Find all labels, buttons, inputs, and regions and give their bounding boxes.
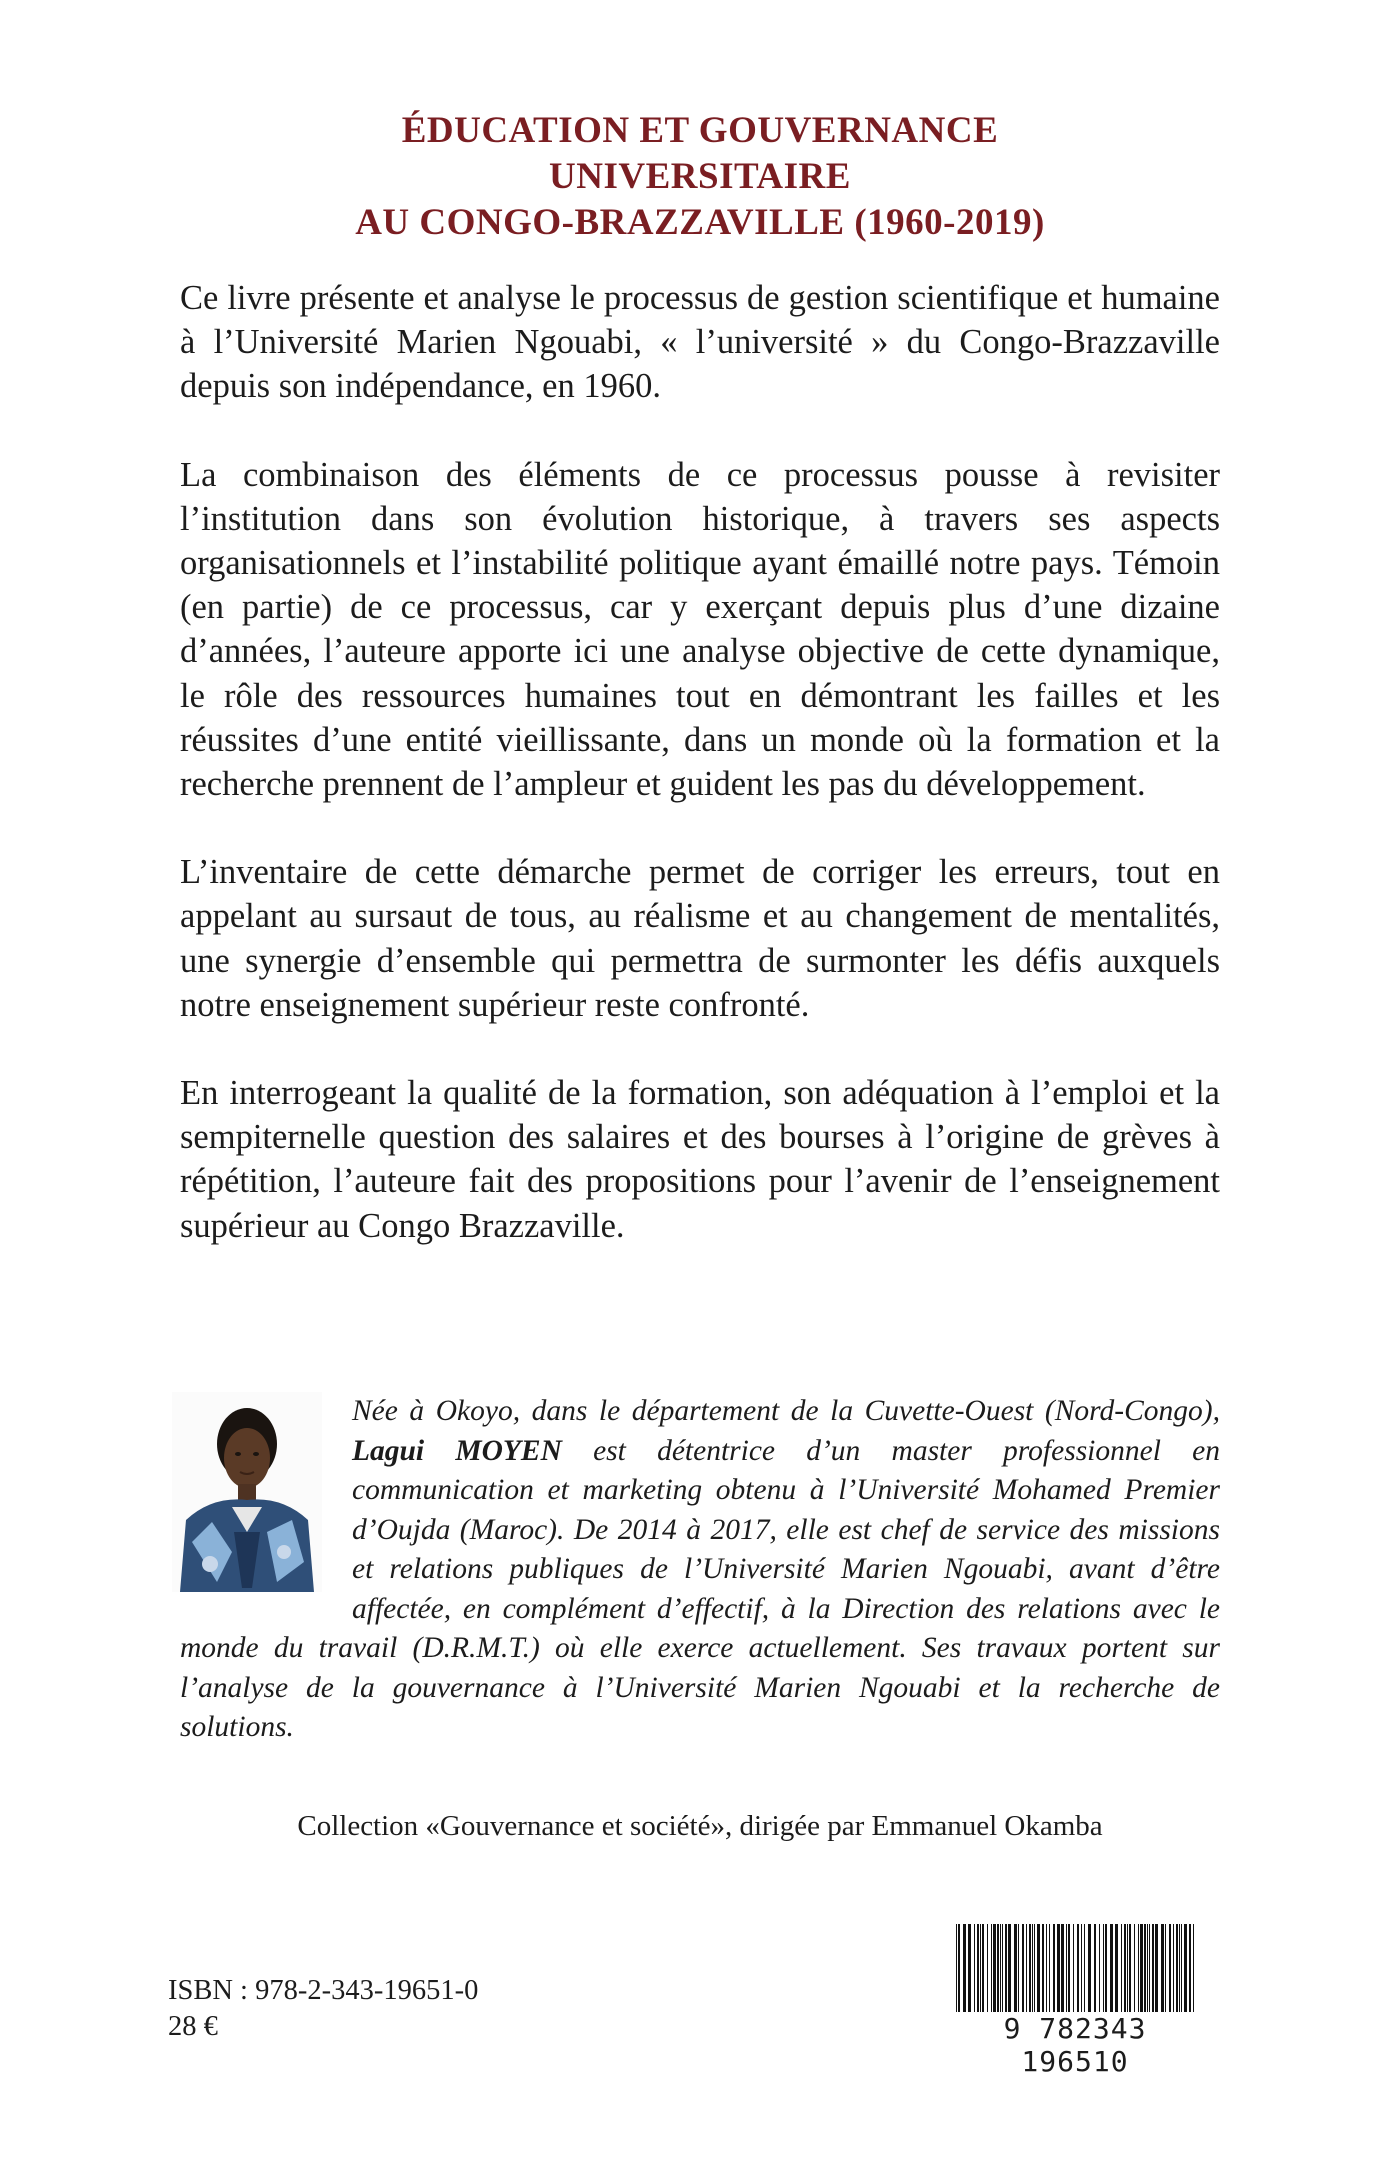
author-name: Lagui MOYEN [352,1434,562,1467]
barcode-bar [993,1924,996,2012]
barcode-bar [1110,1924,1113,2012]
barcode-bar [987,1924,988,2012]
barcode-bar [1169,1924,1171,2012]
barcode-digits: 9 782343 196510 [950,2012,1200,2072]
barcode-bar [1061,1924,1064,2012]
barcode-bar [1002,1924,1003,2012]
barcode-bar [974,1924,975,2012]
barcode-bar [1155,1924,1158,2012]
barcode-bar [1049,1924,1050,2012]
title-line-3: AU CONGO-BRAZZAVILLE (1960-2019) [355,202,1045,243]
barcode-bar [1066,1924,1067,2012]
barcode-bar [1084,1924,1085,2012]
barcode-bar [1181,1924,1182,2012]
summary-paragraph-4: En interrogeant la qualité de la formation, son adéquation à l’emploi et la sempiternelle question des salaires et des bourses à l’origine de grèves à répétition, l’auteure fait des propositions pour l’avenir de l’enseignement supérieur au Congo Brazzaville. [180,1074,1220,1245]
barcode-bar [1022,1924,1024,2012]
barcode-bar [1144,1924,1146,2012]
collection-note: Collection «Gouvernance et société», dirigée par Emmanuel Okamba [297,1810,1103,1842]
barcode-bar [1149,1924,1150,2012]
barcode-bar [1088,1924,1091,2012]
summary-paragraph-1: Ce livre présente et analyse le processus de gestion scientifique et humaine à l’Université Marien Ngouabi, « l’université » du Congo-Brazzaville depuis son indépendance, en 1960. [180,279,1220,406]
barcode-bar [1053,1924,1055,2012]
barcode-bar [1115,1924,1118,2012]
barcode-bar [1094,1924,1096,2012]
barcode-bar [1134,1924,1135,2012]
barcode-bar [1179,1924,1180,2012]
barcode-bar [1176,1924,1178,2012]
author-portrait-image [172,1392,322,1592]
barcode-bar [968,1924,971,2012]
title-line-1: ÉDUCATION ET GOUVERNANCE [401,110,999,151]
barcode-bar [1129,1924,1131,2012]
barcode-bar [1161,1924,1164,2012]
barcode-bar [1057,1924,1060,2012]
summary-paragraph-2: La combinaison des éléments de ce processus pousse à revisiter l’institution dans son évolution historique, à travers ses aspects organisationnels et l’instabilité politique ayant émaillé notre pays. Témoin (en partie) de ce processus, car y exerçant depuis plus d’une dizaine d’années, l’auteure apporte ici une analyse objective de cette dynamique, le rôle des ressources humaines tout en démontrant les failles et les réussites d’une entité vieillissante, dans un monde où la formation et la recherche prennent de l’ampleur et guident les pas du développement. [180,455,1220,804]
barcode-bar [1026,1924,1027,2012]
barcode-bar [1105,1924,1107,2012]
barcode-bar [1184,1924,1187,2012]
barcode-bar [977,1924,979,2012]
barcode-bar [1081,1924,1082,2012]
barcode-bar [1152,1924,1154,2012]
barcode-bar [1008,1924,1011,2012]
barcode-bar [1140,1924,1143,2012]
barcode-bar [982,1924,984,2012]
barcode-bar [1121,1924,1122,2012]
price: 28 € [168,2011,218,2042]
barcode-bar [991,1924,992,2012]
barcode-bar [1173,1924,1174,2012]
barcode-bar [1029,1924,1031,2012]
barcode-bar [1032,1924,1033,2012]
barcode-bar [997,1924,999,2012]
barcode-bar [1046,1924,1047,2012]
barcode-bar [1103,1924,1104,2012]
barcode-bar [1042,1924,1044,2012]
barcode-bar [1037,1924,1040,2012]
title-line-2: UNIVERSITAIRE [549,156,851,197]
barcode-bar [1000,1924,1001,2012]
barcode-bar [980,1924,981,2012]
book-summary [180,276,1220,1292]
book-title [180,108,1220,246]
barcode-bar [1165,1924,1166,2012]
barcode-bar [1099,1924,1100,2012]
author-bio [180,1392,1220,1748]
barcode-bar [1034,1924,1035,2012]
barcode-bar [1018,1924,1019,2012]
barcode-bar [1014,1924,1017,2012]
barcode-bar [1124,1924,1126,2012]
barcode-bar [1127,1924,1128,2012]
barcode-bar [1147,1924,1148,2012]
barcode-bar [1138,1924,1139,2012]
author-photo [172,1392,322,1592]
author-bio-details: est détentrice d’un master professionnel en communication et marketing obtenu à l’Université Mohamed Premier d’Oujda (Maroc). De 2014 à 2017, elle est chef de service des missions et relations publiques de l’Université Marien Ngouabi, avant d’être affectée, en complément d’effectif, à la Direction des relations avec le monde du travail (D.R.M.T.) où elle exerce actuellement. Ses travaux portent sur l’analyse de la gouvernance à l’Université Marien Ngouabi et la recherche de solutions. [180,1434,1220,1743]
author-bio-intro: Née à Okoyo, dans le département de la Cuvette-Ouest (Nord-Congo), [352,1395,1220,1427]
summary-paragraph-3: L’inventaire de cette démarche permet de corriger les erreurs, tout en appelant au sursaut de tous, au réalisme et au changement de mentalités, une synergie d’ensemble qui permettra de surmonter les défis auxquels notre enseignement supérieur reste confronté. [180,853,1220,1024]
isbn: ISBN : 978-2-343-19651-0 [168,1975,479,2006]
barcode-bar [1005,1924,1007,2012]
